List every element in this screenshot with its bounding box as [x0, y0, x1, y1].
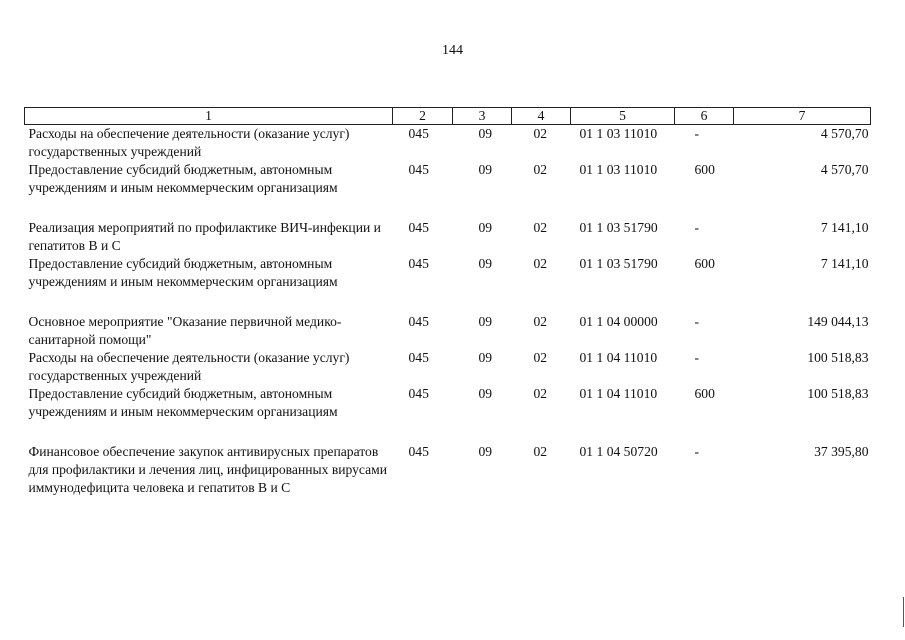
row-col-4: 02 — [533, 126, 548, 141]
row-col-4: 02 — [533, 314, 548, 329]
row-col-6: 600 — [694, 386, 715, 401]
table-row — [25, 125, 871, 162]
row-col-4: 02 — [533, 444, 548, 459]
row-col-3: 09 — [478, 256, 493, 271]
header-col-1: 1 — [25, 108, 393, 125]
row-col-2: 045 — [408, 350, 429, 365]
row-col-7: 4 570,70 — [820, 162, 869, 177]
row-col-2: 045 — [408, 162, 429, 177]
table-row — [25, 219, 871, 255]
row-col-7: 100 518,83 — [807, 350, 869, 365]
row-name: Расходы на обеспечение деятельности (оказание услуг) государственных учреждений — [28, 126, 350, 159]
row-col-6: - — [694, 314, 700, 329]
row-col-5: 01 1 04 11010 — [579, 350, 658, 365]
table-row — [25, 349, 871, 385]
row-name: Основное мероприятие "Оказание первичной медико-санитарной помощи" — [28, 314, 342, 347]
row-name: Расходы на обеспечение деятельности (оказание услуг) государственных учреждений — [28, 350, 350, 383]
row-col-3: 09 — [478, 350, 493, 365]
row-spacer — [25, 291, 871, 313]
row-col-5: 01 1 03 51790 — [579, 256, 658, 271]
row-col-4: 02 — [533, 256, 548, 271]
row-col-6: 600 — [694, 162, 715, 177]
header-col-5: 5 — [571, 108, 675, 125]
row-col-3: 09 — [478, 162, 493, 177]
header-row — [25, 108, 871, 125]
row-col-5: 01 1 03 51790 — [579, 220, 658, 235]
row-col-2: 045 — [408, 386, 429, 401]
scan-edge-mark — [903, 597, 904, 627]
row-col-2: 045 — [408, 444, 429, 459]
row-col-2: 045 — [408, 126, 429, 141]
header-col-3: 3 — [453, 108, 512, 125]
header-col-7: 7 — [734, 108, 871, 125]
row-col-6: - — [694, 126, 700, 141]
table-row — [25, 313, 871, 349]
row-col-3: 09 — [478, 220, 493, 235]
row-col-7: 37 395,80 — [814, 444, 869, 459]
row-col-5: 01 1 03 11010 — [579, 126, 658, 141]
row-col-2: 045 — [408, 220, 429, 235]
row-name: Финансовое обеспечение закупок антивирусных препаратов для профилактики и лечения лиц, инфицированных вирусами иммунодефицита человека и гепатитов В и С — [28, 444, 388, 495]
row-name: Предоставление субсидий бюджетным, автономным учреждениям и иным некоммерческим организациям — [28, 386, 338, 419]
row-col-4: 02 — [533, 386, 548, 401]
table-row — [25, 255, 871, 291]
row-col-7: 4 570,70 — [820, 126, 869, 141]
row-col-6: - — [694, 220, 700, 235]
row-col-4: 02 — [533, 220, 548, 235]
row-col-4: 02 — [533, 162, 548, 177]
row-col-7: 100 518,83 — [807, 386, 869, 401]
row-col-3: 09 — [478, 314, 493, 329]
page-number: 144 — [442, 43, 463, 58]
row-col-3: 09 — [478, 444, 493, 459]
table-row — [25, 161, 871, 197]
header-col-4: 4 — [512, 108, 571, 125]
row-col-7: 149 044,13 — [807, 314, 869, 329]
row-col-4: 02 — [533, 350, 548, 365]
header-col-6: 6 — [675, 108, 734, 125]
row-name: Предоставление субсидий бюджетным, автономным учреждениям и иным некоммерческим организациям — [28, 162, 338, 195]
row-col-7: 7 141,10 — [820, 220, 869, 235]
budget-table — [24, 107, 871, 497]
row-name: Предоставление субсидий бюджетным, автономным учреждениям и иным некоммерческим организациям — [28, 256, 338, 289]
row-col-5: 01 1 04 50720 — [579, 444, 658, 459]
row-spacer — [25, 197, 871, 219]
row-col-7: 7 141,10 — [820, 256, 869, 271]
row-col-6: - — [694, 350, 700, 365]
row-name: Реализация мероприятий по профилактике ВИЧ-инфекции и гепатитов В и С — [28, 220, 381, 253]
header-col-2: 2 — [393, 108, 453, 125]
row-col-2: 045 — [408, 256, 429, 271]
row-spacer — [25, 421, 871, 443]
row-col-3: 09 — [478, 386, 493, 401]
table-row — [25, 385, 871, 421]
row-col-5: 01 1 04 11010 — [579, 386, 658, 401]
row-col-6: - — [694, 444, 700, 459]
table-row — [25, 443, 871, 497]
row-col-2: 045 — [408, 314, 429, 329]
row-col-5: 01 1 04 00000 — [579, 314, 658, 329]
row-col-5: 01 1 03 11010 — [579, 162, 658, 177]
row-col-6: 600 — [694, 256, 715, 271]
row-col-3: 09 — [478, 126, 493, 141]
